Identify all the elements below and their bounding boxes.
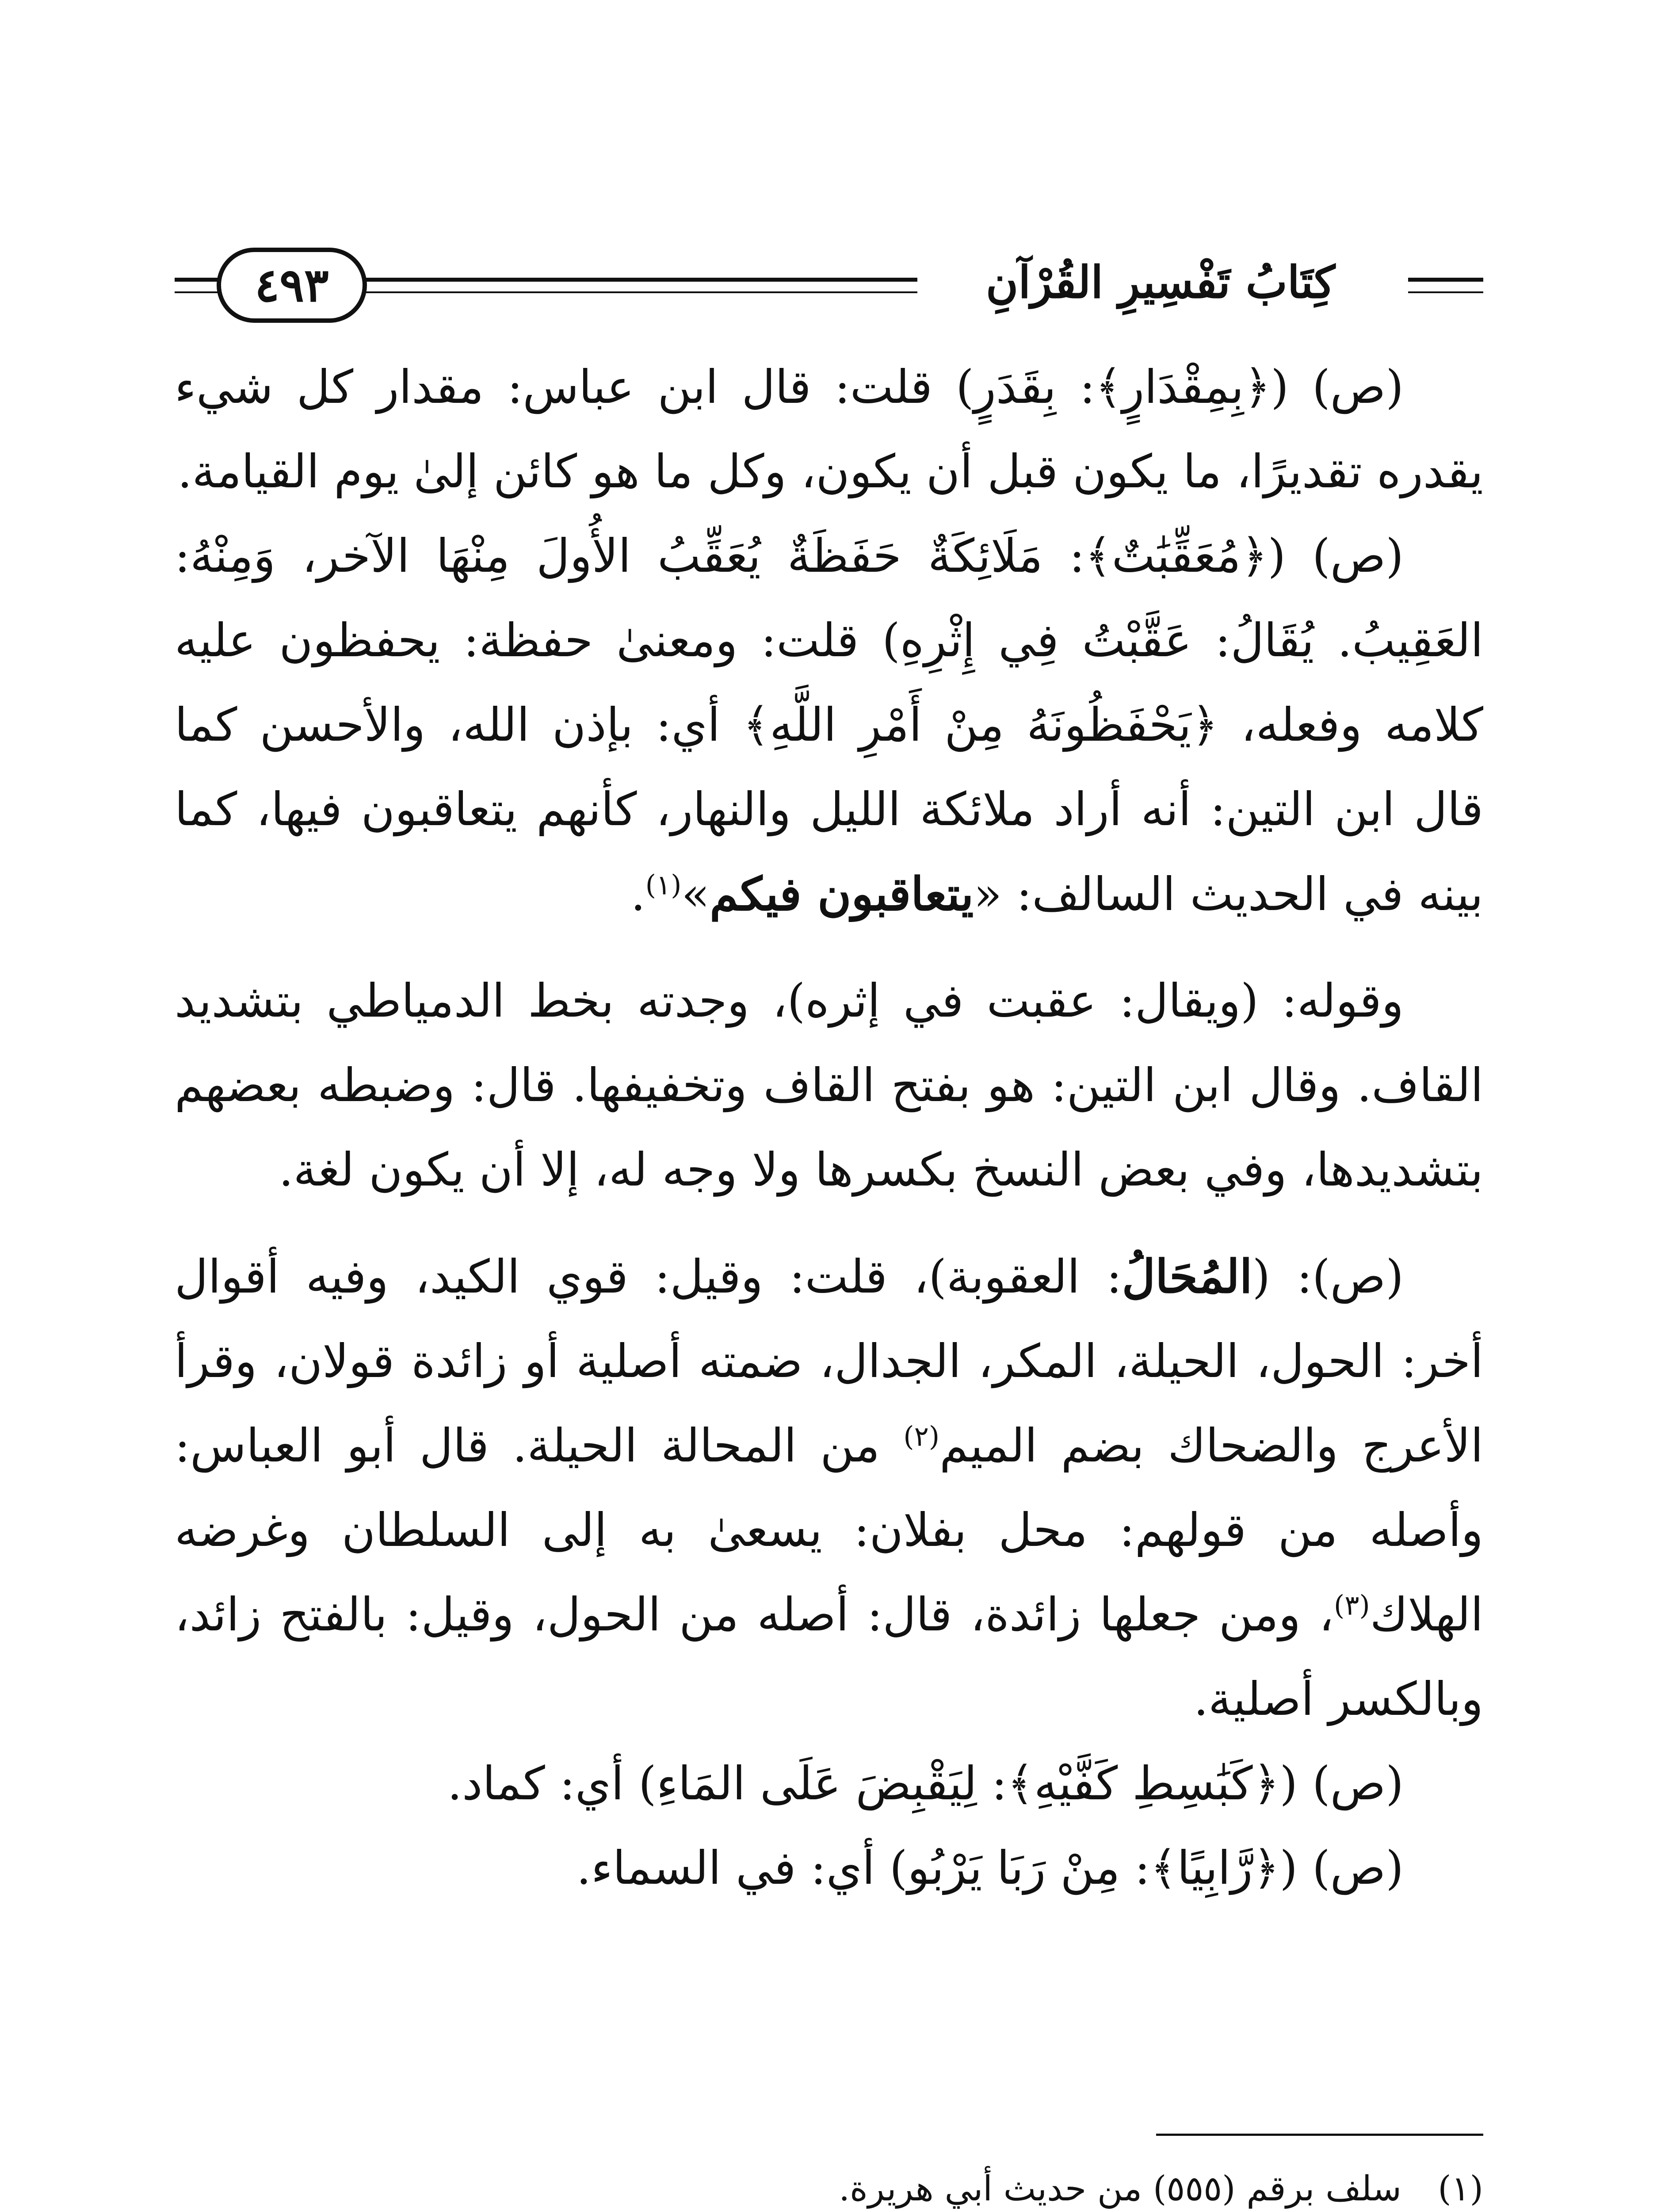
footnotes xyxy=(175,2158,1483,2211)
footnote-ref-3: (٣) xyxy=(1333,1589,1370,1622)
footnote-ref-1: (١) xyxy=(645,868,682,901)
header-rule-right xyxy=(1408,278,1483,293)
paragraph-mihal-start: (ص): ( xyxy=(1252,1250,1404,1304)
footnote-separator xyxy=(1156,2134,1483,2136)
paragraph-muaqqibat-text: (ص) (﴿مُعَقِّبَٰتٌ﴾: مَلَائِكَةٌ حَفَظَةٌ يُعَقِّبُ الأُولَ مِنْهَا الآخر، وَمِنْهُ: العَقِيبُ. يُقَالُ: عَقَّبْتُ فِي إِثْرِهِ) قلت: ومعنىٰ حفظة: يحفظون عليه كلامه وفعله، ﴿يَحْفَظُونَهُ مِنْ أَمْرِ اللَّهِ﴾ أي: بإذن الله، والأحسن كما قال ابن التين: أنه أراد ملائكة الليل والنهار، كأنهم يتعاقبون فيها، كما بينه في الحديث السالف: « xyxy=(175,529,1483,921)
paragraph-mihal-text-c: ، ومن جعلها زائدة، قال: أصله من الحول، وقيل: بالفتح زائد، وبالكسر أصلية. xyxy=(175,1587,1483,1726)
paragraph-mihal xyxy=(175,1234,1483,1741)
footnote-item xyxy=(175,2158,1483,2211)
term-mihal: المُحَالُ xyxy=(1122,1249,1252,1304)
page-header xyxy=(175,248,1483,323)
footnote-text: سلف برقم (٥٥٥) من حديث أبي هريرة. xyxy=(839,2169,1401,2209)
hadith-quote: يتعاقبون فيكم xyxy=(710,867,974,921)
paragraph-mihal-text-b: من المحالة الحيلة. قال أبو العباس: وأصله من قولهم: محل بفلان: يسعىٰ به إلى السلطان وغرضه الهلاك xyxy=(175,1419,1483,1641)
footnote-ref-2: (٢) xyxy=(903,1420,940,1453)
paragraph-basit: (ص) (﴿كَبَٰسِطِ كَفَّيْهِ﴾: لِيَقْبِضَ عَلَى المَاءِ) أي: كماد. xyxy=(447,1756,1404,1810)
paragraph-miqdar: (ص) (﴿بِمِقْدَارٍ﴾: بِقَدَرٍ) قلت: قال ابن عباس: مقدار كل شيء يقدره تقديرًا، ما يكون قبل أن يكون، وكل ما هو كائن إلىٰ يوم القيامة. xyxy=(175,360,1483,498)
page-number-badge xyxy=(217,248,367,323)
quote-close: » xyxy=(681,867,710,921)
paragraph-mihal-text-a: : العقوبة)، قلت: وقيل: قوي الكيد، وفيه أقوال أخر: الحول، الحيلة، المكر، الجدال، ضمته أصلية أو زائدة قولان، وقرأ الأعرج والضحاك بضم الميم xyxy=(175,1250,1483,1473)
main-text xyxy=(175,345,1483,1910)
paragraph-muaqqibat xyxy=(175,514,1483,937)
book-title: كِتَابُ تَفْسِيرِ القُرْآنِ xyxy=(985,256,1336,308)
header-rule-middle xyxy=(285,278,917,293)
paragraph-end: . xyxy=(630,867,645,921)
page-number: ٤٩٣ xyxy=(255,258,329,312)
paragraph-rabiya: (ص) (﴿رَّابِيًا﴾: مِنْ رَبَا يَرْبُو) أي: في السماء. xyxy=(576,1841,1404,1895)
footnote-number: (١) xyxy=(1438,2169,1483,2209)
paragraph-qawluhu: وقوله: (ويقال: عقبت في إثره)، وجدته بخط الدمياطي بتشديد القاف. وقال ابن التين: هو بفتح القاف وتخفيفها. قال: وضبطه بعضهم بتشديدها، وفي بعض النسخ بكسرها ولا وجه له، إلا أن يكون لغة. xyxy=(175,974,1483,1197)
